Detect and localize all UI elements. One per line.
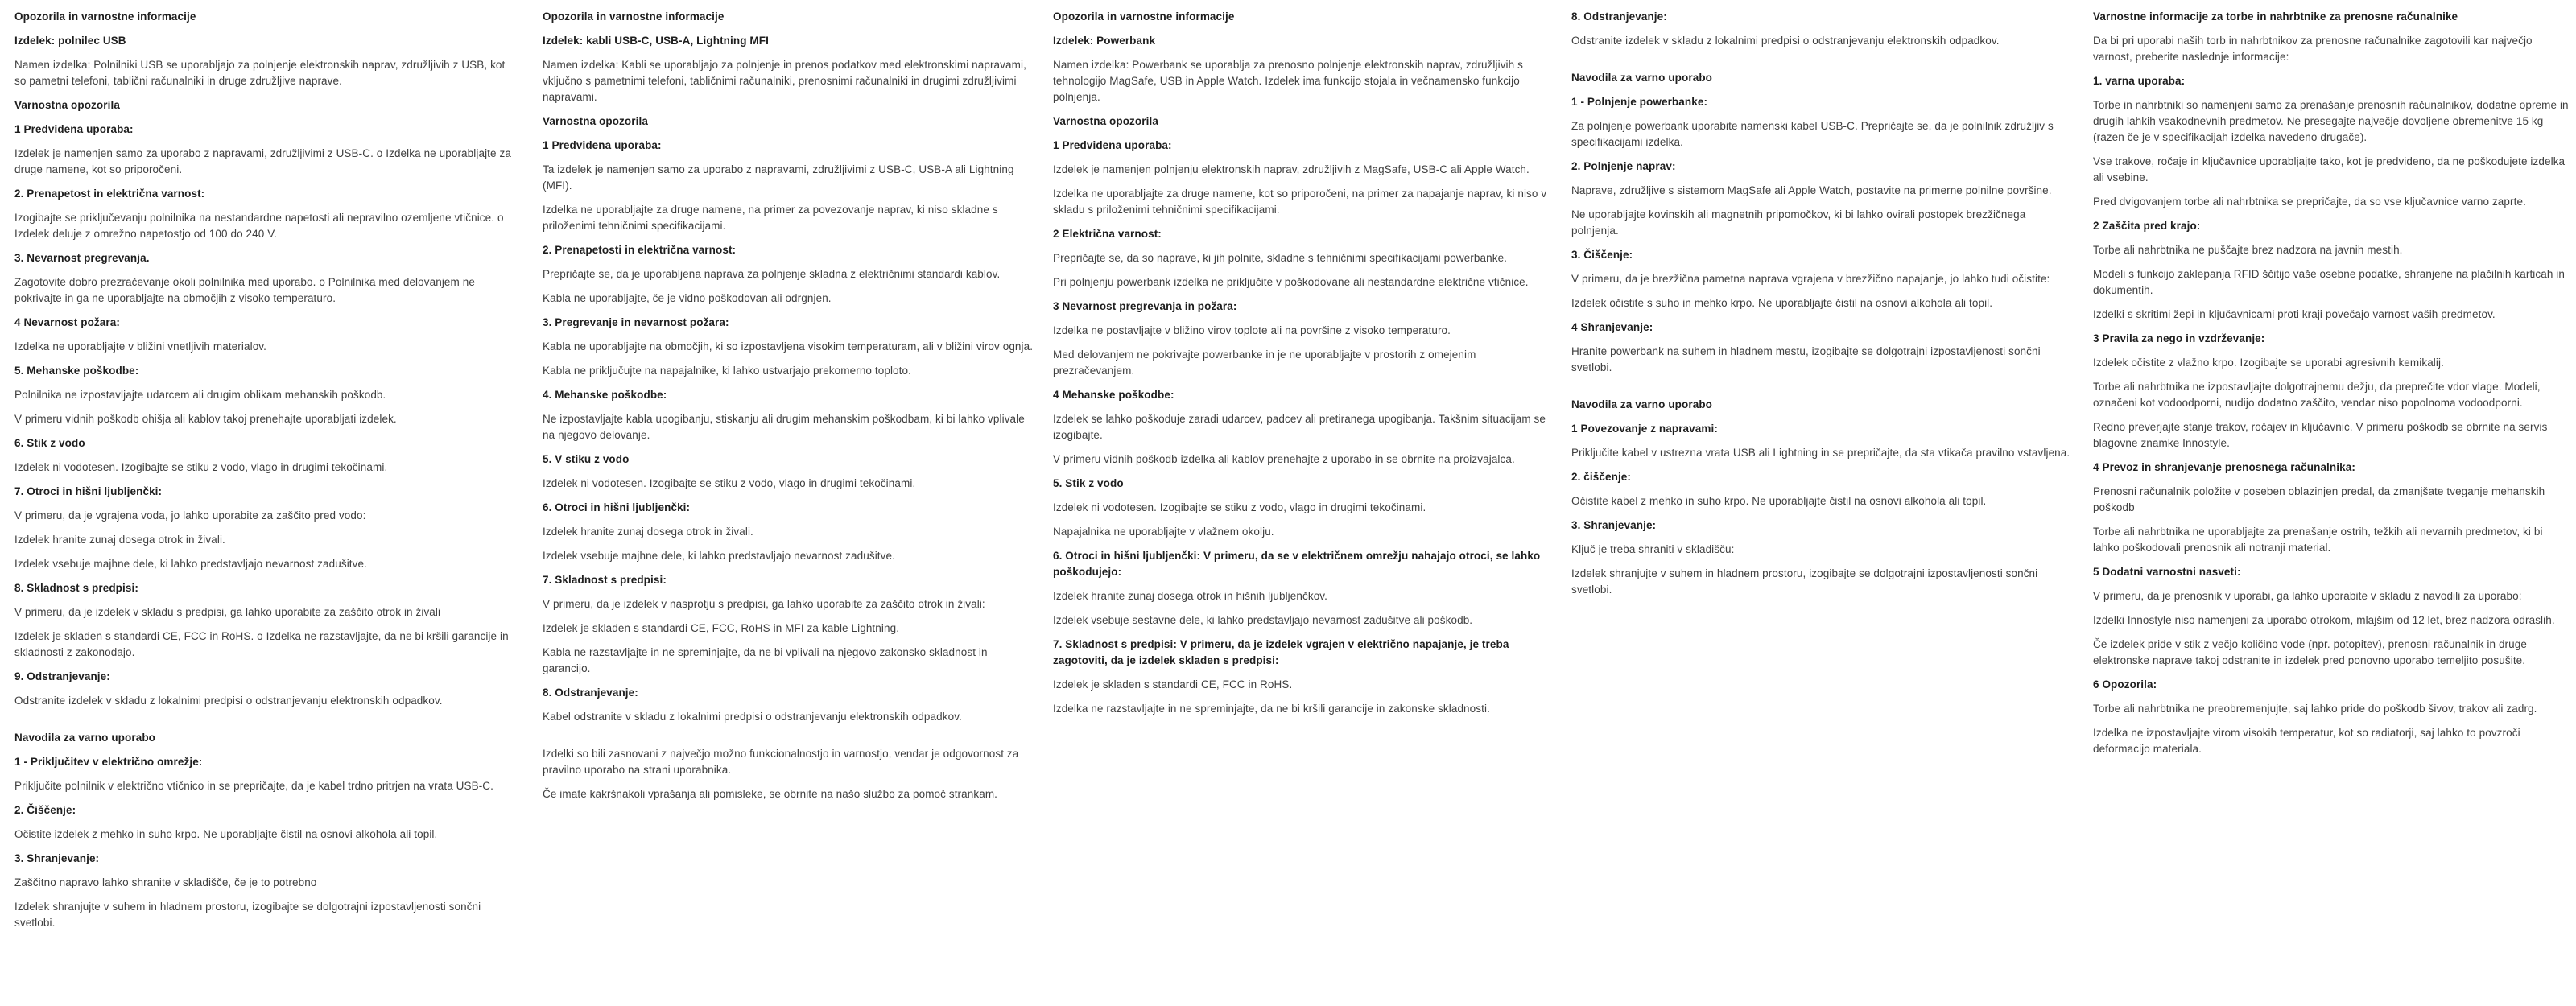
paragraph: Izdelka ne razstavljajte in ne spreminjajte, da ne bi kršili garancije in zakonske skladnosti. xyxy=(1053,703,1490,715)
section-heading: 2. čiščenje: xyxy=(1571,471,1631,483)
paragraph: Prenosni računalnik položite v poseben oblazinjen predal, da zmanjšate tveganje mehanskih poškodb xyxy=(2093,485,2545,513)
section-heading: 2. Čiščenje: xyxy=(14,804,76,816)
paragraph: Prepričajte se, da je uporabljena naprava za polnjenje skladna z električnimi standardi kablov. xyxy=(543,268,1001,280)
paragraph: Kabla ne uporabljajte, če je vidno poškodovan ali odrgnjen. xyxy=(543,292,832,304)
section-heading: Navodila za varno uporabo xyxy=(1571,72,1713,84)
paragraph: Izdelek shranjujte v suhem in hladnem prostoru, izogibajte se dolgotrajni izpostavljenosti sončni svetlobi. xyxy=(1571,567,2038,596)
section-heading: 2. Polnjenje naprav: xyxy=(1571,160,1676,172)
paragraph: Kabla ne razstavljajte in ne spreminjajte, da ne bi vplivali na njegovo zakonsko skladnost in garancijo. xyxy=(543,646,988,674)
paragraph: Zaščitno napravo lahko shranite v skladišče, če je to potrebno xyxy=(14,876,317,888)
section-heading: 2 Zaščita pred krajo: xyxy=(2093,220,2201,232)
paragraph: Izdelka ne uporabljajte za druge namene, na primer za povezovanje naprav, ki niso skladne s priloženimi tehničnimi specifikacijami. xyxy=(543,204,998,232)
paragraph: Izdelek očistite s suho in mehko krpo. Ne uporabljajte čistil na osnovi alkohola ali topil. xyxy=(1571,297,1993,309)
paragraph: Ključ je treba shraniti v skladišču: xyxy=(1571,543,1735,555)
section-heading: 1 Predvidena uporaba: xyxy=(543,139,662,151)
section-heading: Izdelek: kabli USB-C, USB-A, Lightning MFI xyxy=(543,35,769,47)
paragraph: Ne izpostavljajte kabla upogibanju, stiskanju ali drugim mehanskim poškodbam, ki bi lahko vplivale na njegovo delovanje. xyxy=(543,413,1025,441)
paragraph: Izdelek hranite zunaj dosega otrok in hišnih ljubljenčkov. xyxy=(1053,590,1327,602)
section-heading: 6. Otroci in hišni ljubljenčki: V primeru, da se v električnem omrežju nahajajo otroci, se lahko poškodujejo: xyxy=(1053,550,1541,578)
section-heading: Opozorila in varnostne informacije xyxy=(1053,10,1235,23)
section-heading: 5 Dodatni varnostni nasveti: xyxy=(2093,566,2241,578)
column-powerbank-usage xyxy=(1571,9,2070,606)
paragraph: Izdelek je skladen s standardi CE, FCC in RoHS. xyxy=(1053,678,1293,691)
paragraph: Izdelek očistite z vlažno krpo. Izogibajte se uporabi agresivnih kemikalij. xyxy=(2093,357,2444,369)
section-heading: 8. Odstranjevanje: xyxy=(543,686,638,699)
paragraph: Odstranite izdelek v skladu z lokalnimi predpisi o odstranjevanju elektronskih odpadkov. xyxy=(14,695,443,707)
paragraph: Izdelek se lahko poškoduje zaradi udarcev, padcev ali pretiranega upogibanja. Takšnim situacijam se izogibajte. xyxy=(1053,413,1546,441)
paragraph: Za polnjenje powerbank uporabite namenski kabel USB-C. Prepričajte se, da je polnilnik združljiv s specifikacijami izdelka. xyxy=(1571,120,2054,148)
paragraph: Izdelek ni vodotesen. Izogibajte se stiku z vodo, vlago in drugimi tekočinami. xyxy=(14,461,388,473)
paragraph: Izdelek hranite zunaj dosega otrok in živali. xyxy=(543,526,753,538)
section-heading: 7. Skladnost s predpisi: xyxy=(543,574,667,586)
section-heading: Izdelek: Powerbank xyxy=(1053,35,1156,47)
paragraph: Izdelka ne izpostavljajte virom visokih temperatur, kot so radiatorji, saj lahko to povzroči deformacijo materiala. xyxy=(2093,727,2520,755)
column-cables xyxy=(543,9,1037,810)
section-heading: 3. Shranjevanje: xyxy=(1571,519,1657,531)
section-heading: 5. Stik z vodo xyxy=(1053,477,1124,489)
section-heading: 3 Pravila za nego in vzdrževanje: xyxy=(2093,332,2265,344)
section-heading: Opozorila in varnostne informacije xyxy=(543,10,724,23)
section-heading: 3. Shranjevanje: xyxy=(14,852,100,864)
paragraph: Naprave, združljive s sistemom MagSafe ali Apple Watch, postavite na primerne polnilne površine. xyxy=(1571,184,2052,196)
paragraph: Izdelek hranite zunaj dosega otrok in živali. xyxy=(14,534,225,546)
section-heading: 4 Shranjevanje: xyxy=(1571,321,1653,333)
paragraph: Izogibajte se priključevanju polnilnika na nestandardne napetosti ali nepravilno ozemljene vtičnice. o Izdelek deluje z omrežno napetostjo od 100 do 240 V. xyxy=(14,212,504,240)
paragraph: Namen izdelka: Polnilniki USB se uporabljajo za polnjenje elektronskih naprav, združljivih z USB, kot so pametni telefoni, tablični računalniki in druge združljive naprave. xyxy=(14,59,506,87)
section-heading: 1. varna uporaba: xyxy=(2093,75,2186,87)
section-heading: 1 - Polnjenje powerbanke: xyxy=(1571,96,1708,108)
paragraph: Izdelek ni vodotesen. Izogibajte se stiku z vodo, vlago in drugimi tekočinami. xyxy=(1053,501,1426,513)
column-usb-charger xyxy=(14,9,517,939)
paragraph: Če izdelek pride v stik z večjo količino vode (npr. potopitev), prenosni računalnik in druge elektronske naprave takoj odstranite in izdelek pred ponovno uporabo temeljito posušite. xyxy=(2093,638,2527,666)
paragraph: Torbe ali nahrbtnika ne izpostavljajte dolgotrajnemu dežju, da preprečite vdor vlage. Modeli, označeni kot vodoodporni, nudijo dodatno zaščito, vendar niso popolnoma vodoodporni. xyxy=(2093,381,2541,409)
section-heading: 5. V stiku z vodo xyxy=(543,453,630,465)
section-heading: Varnostna opozorila xyxy=(14,99,120,111)
paragraph: Izdelek je skladen s standardi CE, FCC, RoHS in MFI za kable Lightning. xyxy=(543,622,900,634)
paragraph: Očistite kabel z mehko in suho krpo. Ne uporabljajte čistil na osnovi alkohola ali topil. xyxy=(1571,495,1987,507)
section-heading: Navodila za varno uporabo xyxy=(14,732,156,744)
paragraph: Kabel odstranite v skladu z lokalnimi predpisi o odstranjevanju elektronskih odpadkov. xyxy=(543,711,962,723)
paragraph: Torbe ali nahrbtnika ne uporabljajte za prenašanje ostrih, težkih ali nevarnih predmetov, ki bi lahko poškodovali prenosnik ali notranji material. xyxy=(2093,526,2543,554)
section-heading: 1 Povezovanje z napravami: xyxy=(1571,423,1718,435)
paragraph: V primeru, da je vgrajena voda, jo lahko uporabite za zaščito pred vodo: xyxy=(14,509,366,522)
section-heading: Izdelek: polnilec USB xyxy=(14,35,126,47)
section-heading: 4 Prevoz in shranjevanje prenosnega računalnika: xyxy=(2093,461,2355,473)
section-heading: 4 Mehanske poškodbe: xyxy=(1053,389,1174,401)
paragraph: V primeru vidnih poškodb ohišja ali kablov takoj prenehajte uporabljati izdelek. xyxy=(14,413,397,425)
section-heading: 3. Pregrevanje in nevarnost požara: xyxy=(543,316,729,328)
section-heading: 1 Predvidena uporaba: xyxy=(14,123,134,135)
paragraph: Priključite kabel v ustrezna vrata USB ali Lightning in se prepričajte, da sta vtikača pravilno vstavljena. xyxy=(1571,447,2070,459)
section-heading: 2. Prenapetost in električna varnost: xyxy=(14,188,205,200)
paragraph: Izdelki s skritimi žepi in ključavnicami proti kraji povečajo varnost vaših predmetov. xyxy=(2093,308,2496,320)
paragraph: Namen izdelka: Kabli se uporabljajo za polnjenje in prenos podatkov med elektronskimi napravami, vključno s pametnimi telefoni, tabličnimi računalniki, prenosnimi računalniki in drugimi združljivimi napravami. xyxy=(543,59,1026,103)
paragraph: V primeru, da je izdelek v skladu s predpisi, ga lahko uporabite za zaščito otrok in živali xyxy=(14,606,441,618)
paragraph: Izdelek vsebuje sestavne dele, ki lahko predstavljajo nevarnost zadušitve ali poškodb. xyxy=(1053,614,1473,626)
section-heading: 6. Otroci in hišni ljubljenčki: xyxy=(543,501,691,513)
section-heading: Varnostna opozorila xyxy=(1053,115,1158,127)
paragraph: V primeru, da je izdelek v nasprotju s predpisi, ga lahko uporabite za zaščito otrok in živali: xyxy=(543,598,985,610)
paragraph: Izdelka ne uporabljajte v bližini vnetljivih materialov. xyxy=(14,340,267,353)
paragraph: Ne uporabljajte kovinskih ali magnetnih pripomočkov, ki bi lahko ovirali postopek brezžičnega polnjenja. xyxy=(1571,208,2026,237)
paragraph: Torbe in nahrbtniki so namenjeni samo za prenašanje prenosnih računalnikov, dodatne opreme in drugih lahkih vsakodnevnih predmetov. Ne presegajte največje dovoljene obremenitve 15 kg (razen če je v specifikacijah izdelka navedeno drugače). xyxy=(2093,99,2569,143)
paragraph: Modeli s funkcijo zaklepanja RFID ščitijo vaše osebne podatke, shranjene na plačilnih karticah in dokumentih. xyxy=(2093,268,2566,296)
column-powerbank xyxy=(1053,9,1557,725)
paragraph: Izdelka ne postavljajte v bližino virov toplote ali na površine z visoko temperaturo. xyxy=(1053,324,1451,336)
section-heading: 3 Nevarnost pregrevanja in požara: xyxy=(1053,300,1237,312)
paragraph: Namen izdelka: Powerbank se uporablja za prenosno polnjenje elektronskih naprav, združljivih s tehnologijo MagSafe, USB in Apple Watch. Izdelek ima funkcijo stojala in večnamensko funkcijo polnjenja. xyxy=(1053,59,1523,103)
paragraph: Izdelek je namenjen samo za uporabo z napravami, združljivimi z USB-C. o Izdelka ne uporabljajte za druge namene, kot so priporočeni. xyxy=(14,147,511,175)
paragraph: Izdelek shranjujte v suhem in hladnem prostoru, izogibajte se dolgotrajni izpostavljenosti sončni svetlobi. xyxy=(14,901,481,929)
paragraph: Pred dvigovanjem torbe ali nahrbtnika se prepričajte, da so vse ključavnice varno zaprte. xyxy=(2093,196,2526,208)
section-heading: Navodila za varno uporabo xyxy=(1571,398,1713,410)
paragraph: Izdelek vsebuje majhne dele, ki lahko predstavljajo nevarnost zadušitve. xyxy=(14,558,367,570)
paragraph: Če imate kakršnakoli vprašanja ali pomisleke, se obrnite na našo službo za pomoč strankam. xyxy=(543,788,998,800)
paragraph: Izdelek ni vodotesen. Izogibajte se stiku z vodo, vlago in drugimi tekočinami. xyxy=(543,477,916,489)
paragraph: Priključite polnilnik v električno vtičnico in se prepričajte, da je kabel trdno pritrjen na vrata USB-C. xyxy=(14,780,494,792)
paragraph: Kabla ne uporabljajte na območjih, ki so izpostavljena visokim temperaturam, ali v bližini virov ognja. xyxy=(543,340,1034,353)
paragraph: Izdelka ne uporabljajte za druge namene, kot so priporočeni, na primer za napajanje naprav, ki niso v skladu s priloženimi tehničnimi specifikacijami. xyxy=(1053,188,1547,216)
paragraph: Hranite powerbank na suhem in hladnem mestu, izogibajte se dolgotrajni izpostavljenosti sončni svetlobi. xyxy=(1571,345,2041,373)
paragraph: Izdelki Innostyle niso namenjeni za uporabo otrokom, mlajšim od 12 let, brez nadzora odraslih. xyxy=(2093,614,2555,626)
section-heading: 4 Nevarnost požara: xyxy=(14,316,120,328)
section-heading: 6. Stik z vodo xyxy=(14,437,85,449)
paragraph: Očistite izdelek z mehko in suho krpo. Ne uporabljajte čistil na osnovi alkohola ali topil. xyxy=(14,828,438,840)
paragraph: Izdelek je namenjen polnjenju elektronskih naprav, združljivih z MagSafe, USB-C ali Apple Watch. xyxy=(1053,163,1530,175)
paragraph: Prepričajte se, da so naprave, ki jih polnite, skladne s tehničnimi specifikacijami powerbanke. xyxy=(1053,252,1508,264)
section-heading: 7. Otroci in hišni ljubljenčki: xyxy=(14,485,163,497)
paragraph: Redno preverjajte stanje trakov, ročajev in ključavnic. V primeru poškodb se obrnite na servis blagovne znamke Innostyle. xyxy=(2093,421,2548,449)
paragraph: Ta izdelek je namenjen samo za uporabo z napravami, združljivimi z USB-C, USB-A ali Lightning (MFI). xyxy=(543,163,1014,192)
section-heading: 1 - Priključitev v električno omrežje: xyxy=(14,756,203,768)
section-heading: 2. Prenapetosti in električna varnost: xyxy=(543,244,737,256)
section-heading: 3. Čiščenje: xyxy=(1571,249,1633,261)
paragraph: Kabla ne priključujte na napajalnike, ki lahko ustvarjajo prekomerno toploto. xyxy=(543,365,911,377)
paragraph: Izdelki so bili zasnovani z največjo možno funkcionalnostjo in varnostjo, vendar je odgovornost za pravilno uporabo na strani uporabnika. xyxy=(543,748,1019,776)
paragraph: Torbe ali nahrbtnika ne puščajte brez nadzora na javnih mestih. xyxy=(2093,244,2403,256)
section-heading: 8. Odstranjevanje: xyxy=(1571,10,1667,23)
column-laptop-bags xyxy=(2093,9,2571,765)
section-heading: 9. Odstranjevanje: xyxy=(14,670,110,682)
paragraph: V primeru, da je prenosnik v uporabi, ga lahko uporabite v skladu z navodili za uporabo: xyxy=(2093,590,2522,602)
section-heading: 2 Električna varnost: xyxy=(1053,228,1162,240)
section-heading: 8. Skladnost s predpisi: xyxy=(14,582,138,594)
paragraph: Odstranite izdelek v skladu z lokalnimi predpisi o odstranjevanju elektronskih odpadkov. xyxy=(1571,35,2000,47)
paragraph: Pri polnjenju powerbank izdelka ne priključite v poškodovane ali nestandardne električne vtičnice. xyxy=(1053,276,1529,288)
section-heading: 5. Mehanske poškodbe: xyxy=(14,365,139,377)
paragraph: V primeru, da je brezžična pametna naprava vgrajena v brezžično napajanje, jo lahko tudi očistite: xyxy=(1571,273,2050,285)
paragraph: Torbe ali nahrbtnika ne preobremenjujte, saj lahko pride do poškodb šivov, trakov ali zadrg. xyxy=(2093,703,2537,715)
section-heading: Varnostna opozorila xyxy=(543,115,648,127)
section-heading: 6 Opozorila: xyxy=(2093,678,2157,691)
paragraph: Da bi pri uporabi naših torb in nahrbtnikov za prenosne računalnike zagotovili kar največjo varnost, preberite naslednje informacije: xyxy=(2093,35,2533,63)
section-heading: 3. Nevarnost pregrevanja. xyxy=(14,252,150,264)
paragraph: Izdelek vsebuje majhne dele, ki lahko predstavljajo nevarnost zadušitve. xyxy=(543,550,895,562)
section-heading: Varnostne informacije za torbe in nahrbtnike za prenosne računalnike xyxy=(2093,10,2458,23)
paragraph: V primeru vidnih poškodb izdelka ali kablov prenehajte z uporabo in se obrnite na proizvajalca. xyxy=(1053,453,1515,465)
paragraph: Napajalnika ne uporabljajte v vlažnem okolju. xyxy=(1053,526,1274,538)
paragraph: Izdelek je skladen s standardi CE, FCC in RoHS. o Izdelka ne razstavljajte, da ne bi kršili garancije in skladnosti z zakonodajo. xyxy=(14,630,509,658)
paragraph: Zagotovite dobro prezračevanje okoli polnilnika med uporabo. o Polnilnika med delovanjem ne pokrivajte in ga ne uporabljajte na območjih z visoko temperaturo. xyxy=(14,276,475,304)
section-heading: 4. Mehanske poškodbe: xyxy=(543,389,667,401)
section-heading: 7. Skladnost s predpisi: V primeru, da je izdelek vgrajen v električno napajanje, je treba zagotoviti, da je izdelek skladen s predpisi: xyxy=(1053,638,1509,666)
paragraph: Vse trakove, ročaje in ključavnice uporabljajte tako, kot je predvideno, da ne poškodujete izdelka ali vsebine. xyxy=(2093,155,2566,183)
paragraph: Polnilnika ne izpostavljajte udarcem ali drugim oblikam mehanskih poškodb. xyxy=(14,389,386,401)
section-heading: Opozorila in varnostne informacije xyxy=(14,10,196,23)
section-heading: 1 Predvidena uporaba: xyxy=(1053,139,1172,151)
paragraph: Med delovanjem ne pokrivajte powerbanke in je ne uporabljajte v prostorih z omejenim prezračevanjem. xyxy=(1053,348,1476,377)
